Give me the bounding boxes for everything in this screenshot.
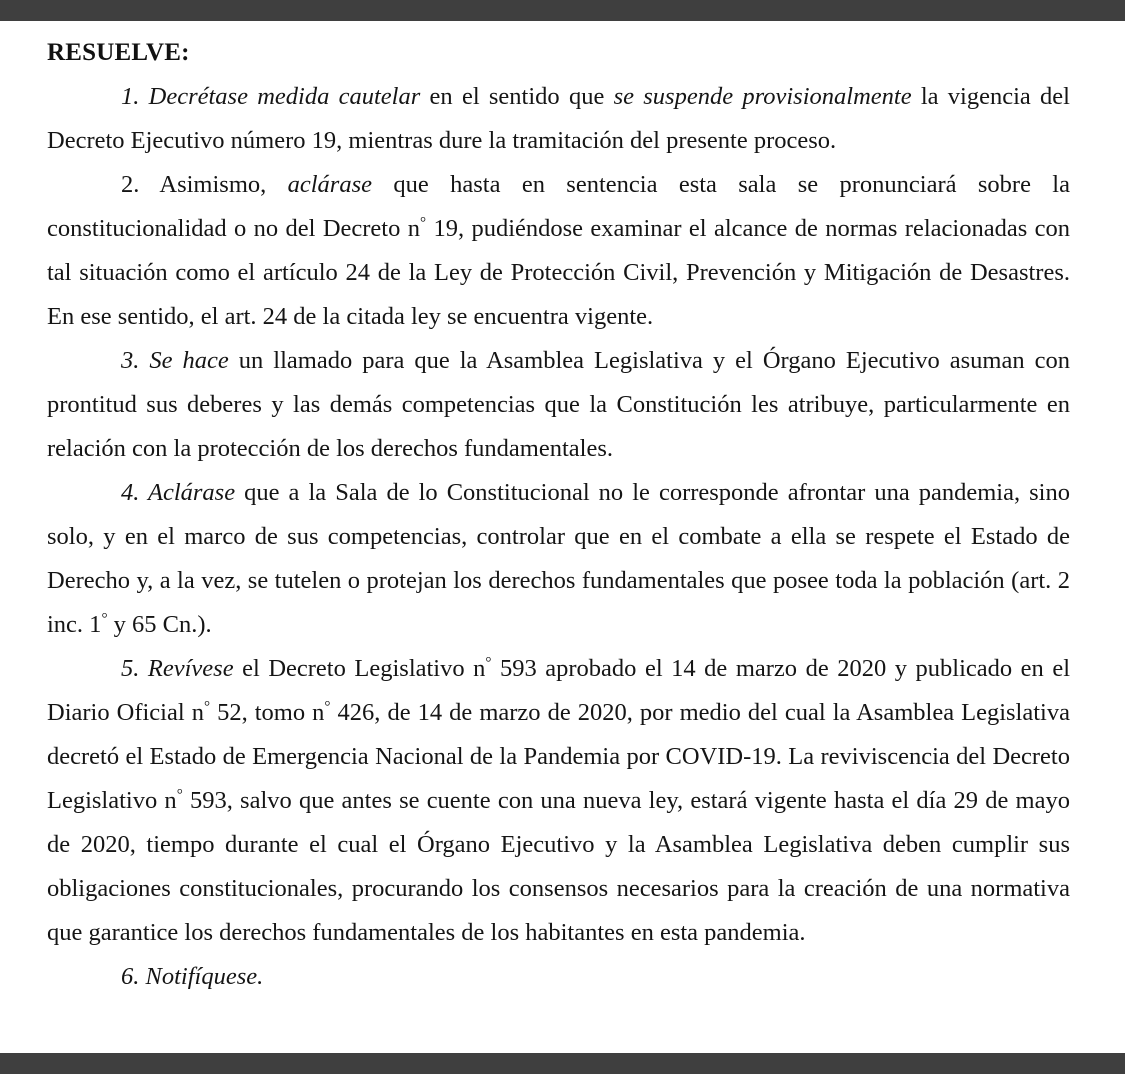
paragraph-1-italic-lead: 1. Decrétase medida cautelar xyxy=(121,83,421,110)
paragraph-2-text-a: 2. Asimismo, xyxy=(121,171,288,198)
paragraph-5-text-c: 52, tomo n xyxy=(210,699,325,726)
paragraph-1-text-a: en el sentido que xyxy=(420,83,614,110)
paragraph-5-text-d: 426, de 14 de marzo de 2020, por medio del cual la Asamblea Legislativa decretó el Estado de Emergencia Nacional de la Pandemia por COVID-19. La reviviscencia del Decreto Legislativo n xyxy=(47,699,1070,814)
paragraph-2-italic-mid: aclárase xyxy=(287,171,372,198)
paragraph-1-text-b: la vigencia del Decreto Ejecutivo número 19, mientras dure la tramitación del presente proceso. xyxy=(47,83,1070,154)
paragraph-5-degree-symbol-4: ° xyxy=(176,785,183,803)
paragraph-5-text-e: 593, salvo que antes se cuente con una nueva ley, estará vigente hasta el día 29 de mayo de 2020, tiempo durante el cual el Órgano Ejecutivo y la Asamblea Legislativa deben cumplir sus obligaciones constitucionales, procurando los consensos necesarios para la creación de una normativa que garantice los derechos fundamentales de los habitantes en esta pandemia. xyxy=(47,787,1070,946)
paragraph-1-italic-mid: se suspende provisionalmente xyxy=(613,83,912,110)
paragraph-2 xyxy=(47,163,1070,339)
paragraph-6-italic-lead: 6. Notifíquese. xyxy=(121,963,264,990)
document-page xyxy=(0,21,1125,1053)
paragraph-3 xyxy=(47,339,1070,471)
page-title: RESUELVE: xyxy=(47,39,190,66)
paragraph-6 xyxy=(47,955,1070,999)
paragraph-5-text-a: el Decreto Legislativo n xyxy=(233,655,486,682)
paragraph-4-degree-symbol: ° xyxy=(101,609,108,627)
paragraph-5-degree-symbol-2: ° xyxy=(203,697,211,715)
paragraph-2-text-b: que hasta en sentencia esta sala se pronunciará sobre la constitucionalidad o no del Decreto n xyxy=(47,171,1070,242)
paragraph-5-text-b: 593 aprobado el 14 de marzo de 2020 y publicado en el Diario Oficial n xyxy=(47,655,1070,726)
paragraph-5 xyxy=(47,647,1070,955)
paragraph-5-degree-symbol-1: ° xyxy=(485,653,492,671)
viewer-top-chrome-bar xyxy=(0,0,1125,21)
viewer-bottom-chrome-bar xyxy=(0,1053,1125,1074)
paragraph-5-italic-lead: 5. Revívese xyxy=(121,655,234,682)
paragraph-4-text-b: y 65 Cn.). xyxy=(107,611,212,638)
paragraph-3-text-a: un llamado para que la Asamblea Legislativa y el Órgano Ejecutivo asuman con prontitud sus deberes y las demás competencias que la Constitución les atribuye, particularmente en relación con la protección de los derechos fundamentales. xyxy=(47,347,1070,462)
paragraph-1 xyxy=(47,75,1070,163)
paragraph-4 xyxy=(47,471,1070,647)
paragraph-3-italic-lead: 3. Se hace xyxy=(121,347,229,374)
paragraph-5-degree-symbol-3: ° xyxy=(324,697,331,715)
paragraph-4-text-a: que a la Sala de lo Constitucional no le corresponde afrontar una pandemia, sino solo, y en el marco de sus competencias, controlar que en el combate a ella se respete el Estado de Derecho y, a la vez, se tutelen o protejan los derechos fundamentales que posee toda la población (art. 2 inc. 1 xyxy=(47,479,1070,638)
paragraph-2-degree-symbol: ° xyxy=(419,213,427,231)
paragraph-4-italic-lead: 4. Aclárase xyxy=(121,479,236,506)
paragraph-2-text-c: 19, pudiéndose examinar el alcance de normas relacionadas con tal situación como el artículo 24 de la Ley de Protección Civil, Prevención y Mitigación de Desastres. En ese sentido, el art. 24 de la citada ley se encuentra vigente. xyxy=(47,215,1070,330)
